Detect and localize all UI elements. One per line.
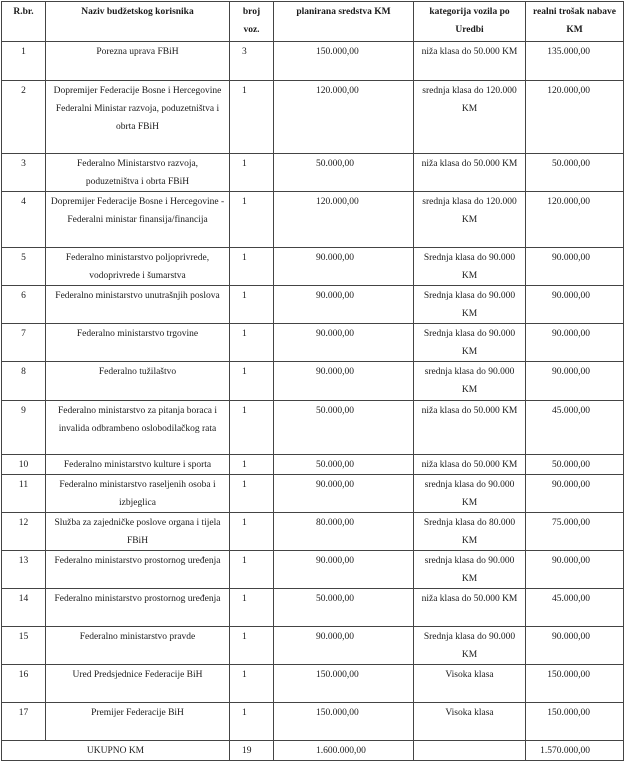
cell-realni: 90.000,00 [526,286,624,324]
cell-rbr: 15 [2,627,46,665]
cell-rbr: 3 [2,154,46,192]
cell-realni: 150.000,00 [526,665,624,703]
cell-realni: 120.000,00 [526,192,624,248]
cell-naziv: Federalno ministarstvo pravde [46,627,230,665]
table-row [2,362,624,401]
cell-kategorija: Srednja klasa do 80.000 KM [414,513,526,551]
cell-kategorija: Srednja klasa do 90.000 KM [414,248,526,286]
cell-naziv: Federalno ministarstvo unutrašnjih poslova [46,286,230,324]
cell-realni: 135.000,00 [526,42,624,81]
cell-rbr: 14 [2,589,46,627]
cell-rbr: 8 [2,362,46,401]
table-row [2,589,624,627]
cell-naziv: Dopremijer Federacije Bosne i Hercegovine Federalni Ministar razvoja, poduzetništva i obrta FBiH [46,81,230,154]
cell-planirana: 150.000,00 [274,703,414,741]
cell-realni: 50.000,00 [526,455,624,475]
cell-kategorija: Srednja klasa do 90.000 KM [414,324,526,362]
total-row [2,741,624,761]
cell-rbr: 13 [2,551,46,589]
cell-broj-voz: 1 [230,475,274,513]
table-row [2,248,624,286]
cell-broj-voz: 1 [230,154,274,192]
cell-realni: 90.000,00 [526,362,624,401]
cell-broj-voz: 1 [230,455,274,475]
cell-rbr: 7 [2,324,46,362]
cell-planirana: 150.000,00 [274,42,414,81]
cell-realni: 90.000,00 [526,627,624,665]
cell-planirana: 50.000,00 [274,455,414,475]
cell-kategorija: Visoka klasa [414,665,526,703]
cell-broj-voz: 1 [230,551,274,589]
table-row [2,42,624,81]
cell-rbr: 10 [2,455,46,475]
total-label: UKUPNO KM [2,741,230,761]
cell-kategorija: niža klasa do 50.000 KM [414,455,526,475]
header-kategorija: kategorija vozila po Uredbi [414,2,526,42]
cell-planirana: 90.000,00 [274,324,414,362]
table-row [2,324,624,362]
vehicle-procurement-table [1,1,624,761]
cell-broj-voz: 1 [230,362,274,401]
total-realni: 1.570.000,00 [526,741,624,761]
total-broj-voz: 19 [230,741,274,761]
cell-broj-voz: 1 [230,81,274,154]
cell-naziv: Federalno ministarstvo raseljenih osoba i izbjeglica [46,475,230,513]
cell-broj-voz: 1 [230,192,274,248]
table-row [2,513,624,551]
cell-rbr: 16 [2,665,46,703]
cell-rbr: 12 [2,513,46,551]
header-planirana: planirana sredstva KM [274,2,414,42]
cell-kategorija: Srednja klasa do 90.000 KM [414,627,526,665]
table-row [2,286,624,324]
cell-naziv: Federalno ministarstvo prostornog uređenja [46,551,230,589]
cell-rbr: 6 [2,286,46,324]
cell-planirana: 90.000,00 [274,475,414,513]
cell-realni: 45.000,00 [526,401,624,455]
cell-broj-voz: 1 [230,703,274,741]
cell-realni: 90.000,00 [526,324,624,362]
cell-kategorija: niža klasa do 50.000 KM [414,42,526,81]
cell-naziv: Federalno tužilaštvo [46,362,230,401]
table-row [2,551,624,589]
cell-planirana: 90.000,00 [274,286,414,324]
cell-broj-voz: 1 [230,401,274,455]
cell-realni: 90.000,00 [526,475,624,513]
cell-broj-voz: 3 [230,42,274,81]
cell-naziv: Služba za zajedničke poslove organa i tijela FBiH [46,513,230,551]
cell-naziv: Premijer Federacije BiH [46,703,230,741]
cell-broj-voz: 1 [230,286,274,324]
cell-kategorija: niža klasa do 50.000 KM [414,154,526,192]
header-broj: broj voz. [230,2,274,42]
cell-kategorija: niža klasa do 50.000 KM [414,401,526,455]
cell-kategorija: srednja klasa do 90.000 KM [414,362,526,401]
cell-planirana: 50.000,00 [274,401,414,455]
cell-broj-voz: 1 [230,589,274,627]
cell-naziv: Federalno ministarstvo poljoprivrede, vodoprivrede i šumarstva [46,248,230,286]
cell-rbr: 4 [2,192,46,248]
cell-kategorija: niža klasa do 50.000 KM [414,589,526,627]
cell-kategorija: srednja klasa do 120.000 KM [414,81,526,154]
table-row [2,703,624,741]
cell-realni: 90.000,00 [526,551,624,589]
cell-realni: 45.000,00 [526,589,624,627]
cell-kategorija: Srednja klasa do 90.000 KM [414,286,526,324]
cell-planirana: 90.000,00 [274,627,414,665]
cell-rbr: 1 [2,42,46,81]
cell-rbr: 17 [2,703,46,741]
table-row [2,81,624,154]
cell-naziv: Federalno ministarstvo prostornog uređenja [46,589,230,627]
cell-broj-voz: 1 [230,627,274,665]
table-row [2,154,624,192]
cell-planirana: 50.000,00 [274,154,414,192]
header-realni: realni trošak nabave KM [526,2,624,42]
cell-realni: 50.000,00 [526,154,624,192]
header-row [2,2,624,42]
cell-kategorija: srednja klasa do 90.000 KM [414,475,526,513]
cell-rbr: 11 [2,475,46,513]
cell-kategorija: srednja klasa do 120.000 KM [414,192,526,248]
cell-planirana: 90.000,00 [274,551,414,589]
cell-realni: 120.000,00 [526,81,624,154]
cell-planirana: 90.000,00 [274,362,414,401]
cell-realni: 90.000,00 [526,248,624,286]
total-planirana: 1.600.000,00 [274,741,414,761]
table-row [2,475,624,513]
cell-broj-voz: 1 [230,513,274,551]
cell-realni: 150.000,00 [526,703,624,741]
cell-planirana: 80.000,00 [274,513,414,551]
cell-planirana: 150.000,00 [274,665,414,703]
cell-naziv: Federalno ministarstvo kulture i sporta [46,455,230,475]
cell-broj-voz: 1 [230,324,274,362]
cell-rbr: 2 [2,81,46,154]
cell-planirana: 120.000,00 [274,81,414,154]
cell-realni: 75.000,00 [526,513,624,551]
cell-kategorija: Visoka klasa [414,703,526,741]
cell-naziv: Federalno Ministarstvo razvoja, poduzetništva i obrta FBiH [46,154,230,192]
header-naziv: Naziv budžetskog korisnika [46,2,230,42]
header-rbr: R.br. [2,2,46,42]
table-row [2,455,624,475]
table-row [2,192,624,248]
cell-planirana: 50.000,00 [274,589,414,627]
table-row [2,627,624,665]
cell-planirana: 90.000,00 [274,248,414,286]
cell-naziv: Federalno ministarstvo za pitanja boraca i invalida odbrambeno oslobodilačkog rata [46,401,230,455]
cell-naziv: Federalno ministarstvo trgovine [46,324,230,362]
cell-naziv: Porezna uprava FBiH [46,42,230,81]
total-kategorija [414,741,526,761]
cell-kategorija: srednja klasa do 90.000 KM [414,551,526,589]
cell-rbr: 5 [2,248,46,286]
cell-planirana: 120.000,00 [274,192,414,248]
table-row [2,401,624,455]
cell-broj-voz: 1 [230,665,274,703]
cell-naziv: Ured Predsjednice Federacije BiH [46,665,230,703]
cell-rbr: 9 [2,401,46,455]
table-row [2,665,624,703]
cell-naziv: Dopremijer Federacije Bosne i Hercegovine - Federalni ministar finansija/financija [46,192,230,248]
cell-broj-voz: 1 [230,248,274,286]
